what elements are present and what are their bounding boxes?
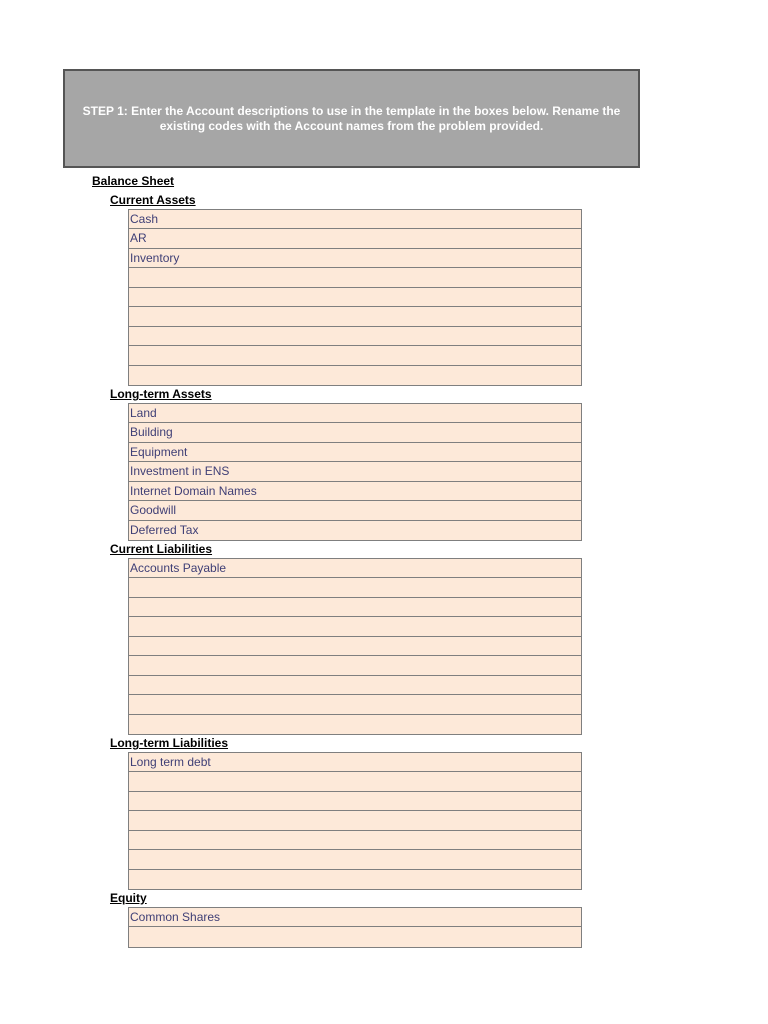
long-term-assets-heading: Long-term Assets — [110, 387, 212, 401]
account-description-cell[interactable] — [129, 695, 581, 714]
account-description-cell[interactable] — [129, 268, 581, 287]
account-description-cell[interactable] — [129, 850, 581, 869]
current-assets-box — [128, 209, 582, 386]
balance-sheet-title: Balance Sheet — [92, 174, 175, 188]
equity-box — [128, 907, 582, 948]
account-description-cell[interactable] — [129, 617, 581, 636]
instruction-text: STEP 1: Enter the Account descriptions to use in the template in the boxes below. Rename the existing codes with the Account names from the problem provided. — [82, 103, 621, 133]
account-description-cell[interactable]: Goodwill — [129, 501, 581, 520]
long-term-liabilities-box — [128, 752, 582, 890]
account-description-cell[interactable]: Common Shares — [129, 908, 581, 927]
current-liabilities-box — [128, 558, 582, 735]
account-description-cell[interactable] — [129, 772, 581, 791]
account-description-cell[interactable] — [129, 676, 581, 695]
account-description-cell[interactable] — [129, 288, 581, 307]
account-description-cell[interactable] — [129, 831, 581, 850]
instruction-banner — [63, 69, 640, 168]
account-description-cell[interactable] — [129, 327, 581, 346]
account-description-cell[interactable] — [129, 715, 581, 734]
account-description-cell[interactable]: Long term debt — [129, 753, 581, 772]
current-liabilities-heading: Current Liabilities — [110, 542, 213, 556]
account-description-cell[interactable] — [129, 656, 581, 675]
long-term-assets-box — [128, 403, 582, 541]
current-assets-heading: Current Assets — [110, 193, 196, 207]
equity-heading: Equity — [110, 891, 147, 905]
account-description-cell[interactable] — [129, 346, 581, 365]
account-description-cell[interactable]: Land — [129, 404, 581, 423]
account-description-cell[interactable]: Cash — [129, 210, 581, 229]
account-description-cell[interactable]: AR — [129, 229, 581, 248]
account-description-cell[interactable]: Inventory — [129, 249, 581, 268]
account-description-cell[interactable] — [129, 366, 581, 385]
account-description-cell[interactable]: Building — [129, 423, 581, 442]
account-description-cell[interactable] — [129, 792, 581, 811]
account-description-cell[interactable] — [129, 307, 581, 326]
account-description-cell[interactable] — [129, 578, 581, 597]
account-description-cell[interactable]: Internet Domain Names — [129, 482, 581, 501]
account-description-cell[interactable] — [129, 927, 581, 946]
account-description-cell[interactable]: Investment in ENS — [129, 462, 581, 481]
account-description-cell[interactable]: Accounts Payable — [129, 559, 581, 578]
account-description-cell[interactable]: Deferred Tax — [130, 522, 199, 537]
account-description-cell[interactable] — [129, 811, 581, 830]
account-description-cell[interactable] — [129, 870, 581, 889]
long-term-liabilities-heading: Long-term Liabilities — [110, 736, 229, 750]
account-description-cell[interactable] — [129, 598, 581, 617]
account-description-cell[interactable] — [129, 637, 581, 656]
account-description-cell[interactable]: Equipment — [129, 443, 581, 462]
